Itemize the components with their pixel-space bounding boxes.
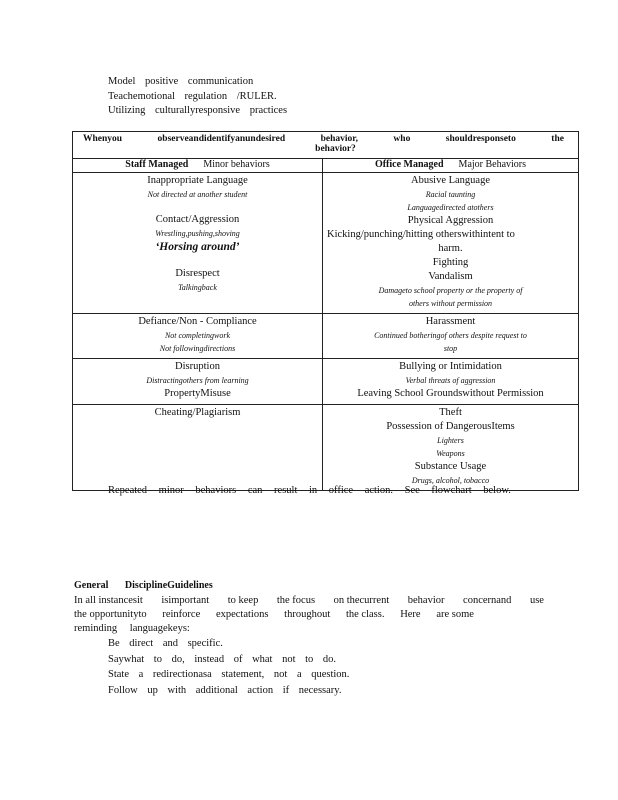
list-item: Follow up with additional action if necessary. — [90, 683, 349, 699]
table-cell: Disruption Distractingothers from learning PropertyMisuse — [73, 359, 323, 405]
bullet-icon — [90, 104, 108, 119]
table-cell: Defiance/Non - Compliance Not completingwork Not followingdirections — [73, 314, 323, 359]
table-question: Whenyou observeandidentifyanundesired behavior, who shouldresponseto the behavior? — [73, 132, 579, 159]
behavior-table — [72, 131, 579, 491]
list-item: Teachemotional regulation /RULER. — [90, 90, 287, 105]
table-cell: Inappropriate Language Not directed at another student Contact/Aggression Wrestling,pushing,shoving ‘Horsing around’ Disrespect Talkingback — [73, 173, 323, 314]
list-item: State a redirectionasa statement, not a question. — [90, 667, 349, 683]
table-cell: Abusive Language Racial taunting Languagedirected atothers Physical Aggression Kicking/punching/hitting otherswithintent to harm. Fighting Vandalism Damageto school property or the property of others without permission — [323, 173, 579, 314]
bullet-icon — [90, 683, 108, 699]
bullet-icon — [90, 667, 108, 683]
table-cell: Bullying or Intimidation Verbal threats of aggression Leaving School Groundswithout Permission — [323, 359, 579, 405]
header-staff-managed: Staff Managed Minor behaviors — [73, 159, 323, 173]
list-item: Be direct and specific. — [90, 636, 349, 652]
list-item: Model positive communication — [90, 75, 287, 90]
guideline-bullet-list — [90, 636, 349, 698]
section-paragraph: In all instancesit isimportant to keep the focus on thecurrent behavior concernand use the opportunityto reinforce expectations throughout the class. Here are some reminding languagekeys: — [74, 595, 544, 634]
top-bullet-list — [90, 75, 287, 119]
after-table-note: Repeated minor behaviors can result in office action. See flowchart below. — [108, 485, 511, 496]
table-cell: Theft Possession of DangerousItems Lighters Weapons Substance Usage Drugs, alcohol, tobacco — [323, 405, 579, 491]
list-item: Saywhat to do, instead of what not to do. — [90, 652, 349, 668]
list-item: Utilizing culturallyresponsive practices — [90, 104, 287, 119]
header-office-managed: Office Managed Major Behaviors — [323, 159, 579, 173]
bullet-icon — [90, 636, 108, 652]
table-cell: Cheating/Plagiarism — [73, 405, 323, 491]
bullet-icon — [90, 90, 108, 105]
section-title: General DisciplineGuidelines — [74, 580, 213, 591]
bullet-icon — [90, 75, 108, 90]
bullet-icon — [90, 652, 108, 668]
table-cell: Harassment Continued botheringof others despite request to stop — [323, 314, 579, 359]
